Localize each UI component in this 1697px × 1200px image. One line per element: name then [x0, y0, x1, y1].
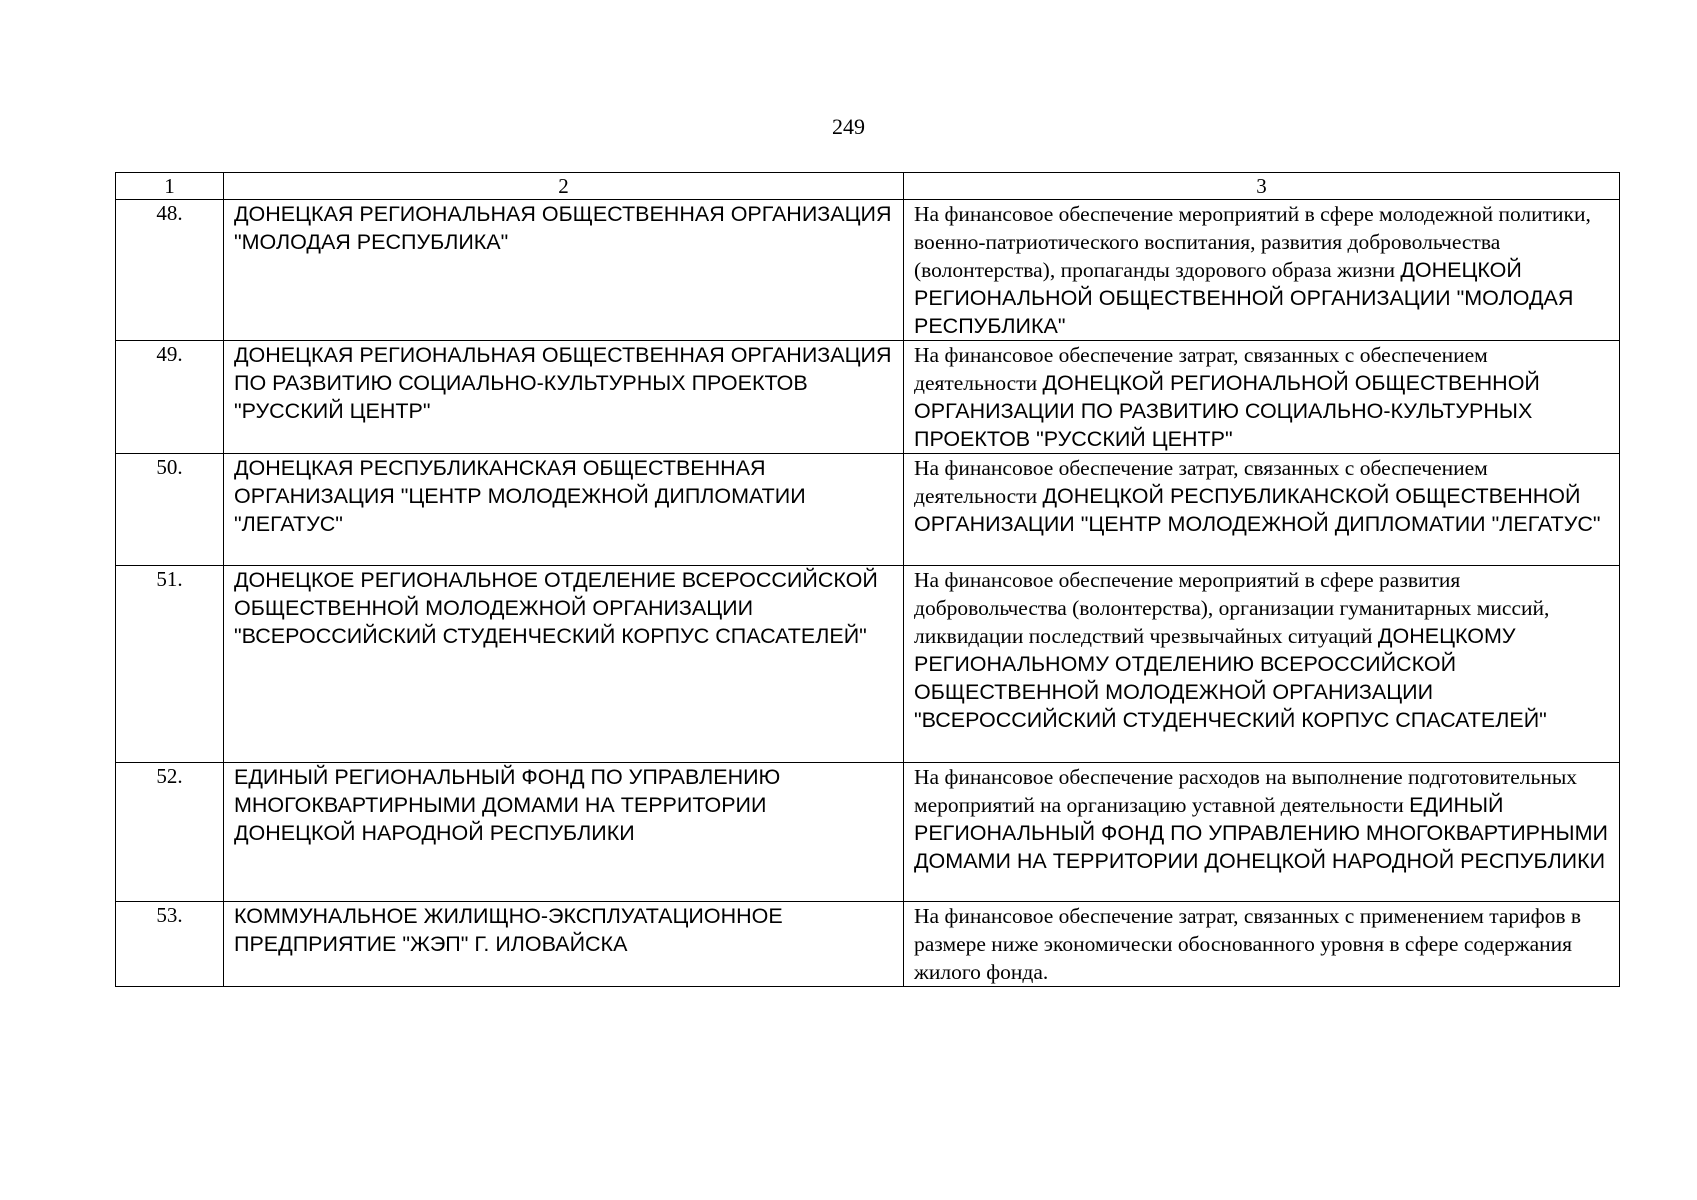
- table-row: [116, 454, 1620, 566]
- table-row: [116, 200, 1620, 341]
- purpose-description: [904, 566, 1620, 763]
- column-header-purpose: 3: [904, 173, 1620, 200]
- organization-name: ДОНЕЦКАЯ РЕГИОНАЛЬНАЯ ОБЩЕСТВЕННАЯ ОРГАНИЗАЦИЯ ПО РАЗВИТИЮ СОЦИАЛЬНО-КУЛЬТУРНЫХ ПРОЕКТОВ "РУССКИЙ ЦЕНТР": [224, 341, 904, 454]
- row-number: 51.: [116, 566, 224, 763]
- purpose-text: На финансовое обеспечение мероприятий в сфере молодежной политики, военно-патриотического воспитания, развития добровольчества (волонтерства), пропаганды здорового образа жизни: [914, 202, 1591, 282]
- table-row: [116, 566, 1620, 763]
- organization-name: ДОНЕЦКОЕ РЕГИОНАЛЬНОЕ ОТДЕЛЕНИЕ ВСЕРОССИЙСКОЙ ОБЩЕСТВЕННОЙ МОЛОДЕЖНОЙ ОРГАНИЗАЦИИ "ВСЕРОССИЙСКИЙ СТУДЕНЧЕСКИЙ КОРПУС СПАСАТЕЛЕЙ": [224, 566, 904, 763]
- purpose-recipient: ЕДИНЫЙ РЕГИОНАЛЬНЫЙ ФОНД ПО УПРАВЛЕНИЮ МНОГОКВАРТИРНЫМИ ДОМАМИ НА ТЕРРИТОРИИ ДОНЕЦКОЙ НАРОДНОЙ РЕСПУБЛИКИ: [914, 793, 1608, 873]
- page-number: 249: [832, 114, 865, 139]
- organization-name: ДОНЕЦКАЯ РЕГИОНАЛЬНАЯ ОБЩЕСТВЕННАЯ ОРГАНИЗАЦИЯ "МОЛОДАЯ РЕСПУБЛИКА": [224, 200, 904, 341]
- purpose-text: На финансовое обеспечение затрат, связанных с обеспечением деятельности: [914, 343, 1488, 395]
- column-header-organization: 2: [224, 173, 904, 200]
- organization-name: КОММУНАЛЬНОЕ ЖИЛИЩНО-ЭКСПЛУАТАЦИОННОЕ ПРЕДПРИЯТИЕ "ЖЭП" Г. ИЛОВАЙСКА: [224, 902, 904, 987]
- row-number: 52.: [116, 763, 224, 902]
- purpose-recipient: ДОНЕЦКОЙ РЕГИОНАЛЬНОЙ ОБЩЕСТВЕННОЙ ОРГАНИЗАЦИИ "МОЛОДАЯ РЕСПУБЛИКА": [914, 258, 1574, 338]
- purpose-description: [904, 200, 1620, 341]
- row-number: 49.: [116, 341, 224, 454]
- purpose-recipient: ДОНЕЦКОЙ РЕСПУБЛИКАНСКОЙ ОБЩЕСТВЕННОЙ ОРГАНИЗАЦИИ "ЦЕНТР МОЛОДЕЖНОЙ ДИПЛОМАТИИ "ЛЕГАТУС": [914, 484, 1601, 536]
- purpose-text: На финансовое обеспечение мероприятий в сфере развития добровольчества (волонтерства), организации гуманитарных миссий, ликвидации последствий чрезвычайных ситуаций: [914, 568, 1550, 648]
- purpose-recipient: ДОНЕЦКОМУ РЕГИОНАЛЬНОМУ ОТДЕЛЕНИЮ ВСЕРОССИЙСКОЙ ОБЩЕСТВЕННОЙ МОЛОДЕЖНОЙ ОРГАНИЗАЦИИ "ВСЕРОССИЙСКИЙ СТУДЕНЧЕСКИЙ КОРПУС СПАСАТЕЛЕЙ": [914, 624, 1547, 732]
- table-row: [116, 341, 1620, 454]
- column-header-number: 1: [116, 173, 224, 200]
- purpose-text: На финансовое обеспечение затрат, связанных с применением тарифов в размере ниже экономически обоснованного уровня в сфере содержания жилого фонда.: [914, 904, 1582, 984]
- purpose-description: [904, 902, 1620, 987]
- row-number: 53.: [116, 902, 224, 987]
- row-number: 50.: [116, 454, 224, 566]
- table-header-row: [116, 173, 1620, 200]
- organization-name: ЕДИНЫЙ РЕГИОНАЛЬНЫЙ ФОНД ПО УПРАВЛЕНИЮ МНОГОКВАРТИРНЫМИ ДОМАМИ НА ТЕРРИТОРИИ ДОНЕЦКОЙ НАРОДНОЙ РЕСПУБЛИКИ: [224, 763, 904, 902]
- purpose-text: На финансовое обеспечение затрат, связанных с обеспечением деятельности: [914, 456, 1488, 508]
- subsidy-table: [115, 172, 1620, 987]
- organization-name: ДОНЕЦКАЯ РЕСПУБЛИКАНСКАЯ ОБЩЕСТВЕННАЯ ОРГАНИЗАЦИЯ "ЦЕНТР МОЛОДЕЖНОЙ ДИПЛОМАТИИ "ЛЕГАТУС": [224, 454, 904, 566]
- table-row: [116, 763, 1620, 902]
- purpose-description: [904, 454, 1620, 566]
- table-row: [116, 902, 1620, 987]
- purpose-text: На финансовое обеспечение расходов на выполнение подготовительных мероприятий на организацию уставной деятельности: [914, 765, 1578, 817]
- purpose-recipient: ДОНЕЦКОЙ РЕГИОНАЛЬНОЙ ОБЩЕСТВЕННОЙ ОРГАНИЗАЦИИ ПО РАЗВИТИЮ СОЦИАЛЬНО-КУЛЬТУРНЫХ ПРОЕКТОВ "РУССКИЙ ЦЕНТР": [914, 371, 1540, 451]
- purpose-description: [904, 763, 1620, 902]
- purpose-description: [904, 341, 1620, 454]
- row-number: 48.: [116, 200, 224, 341]
